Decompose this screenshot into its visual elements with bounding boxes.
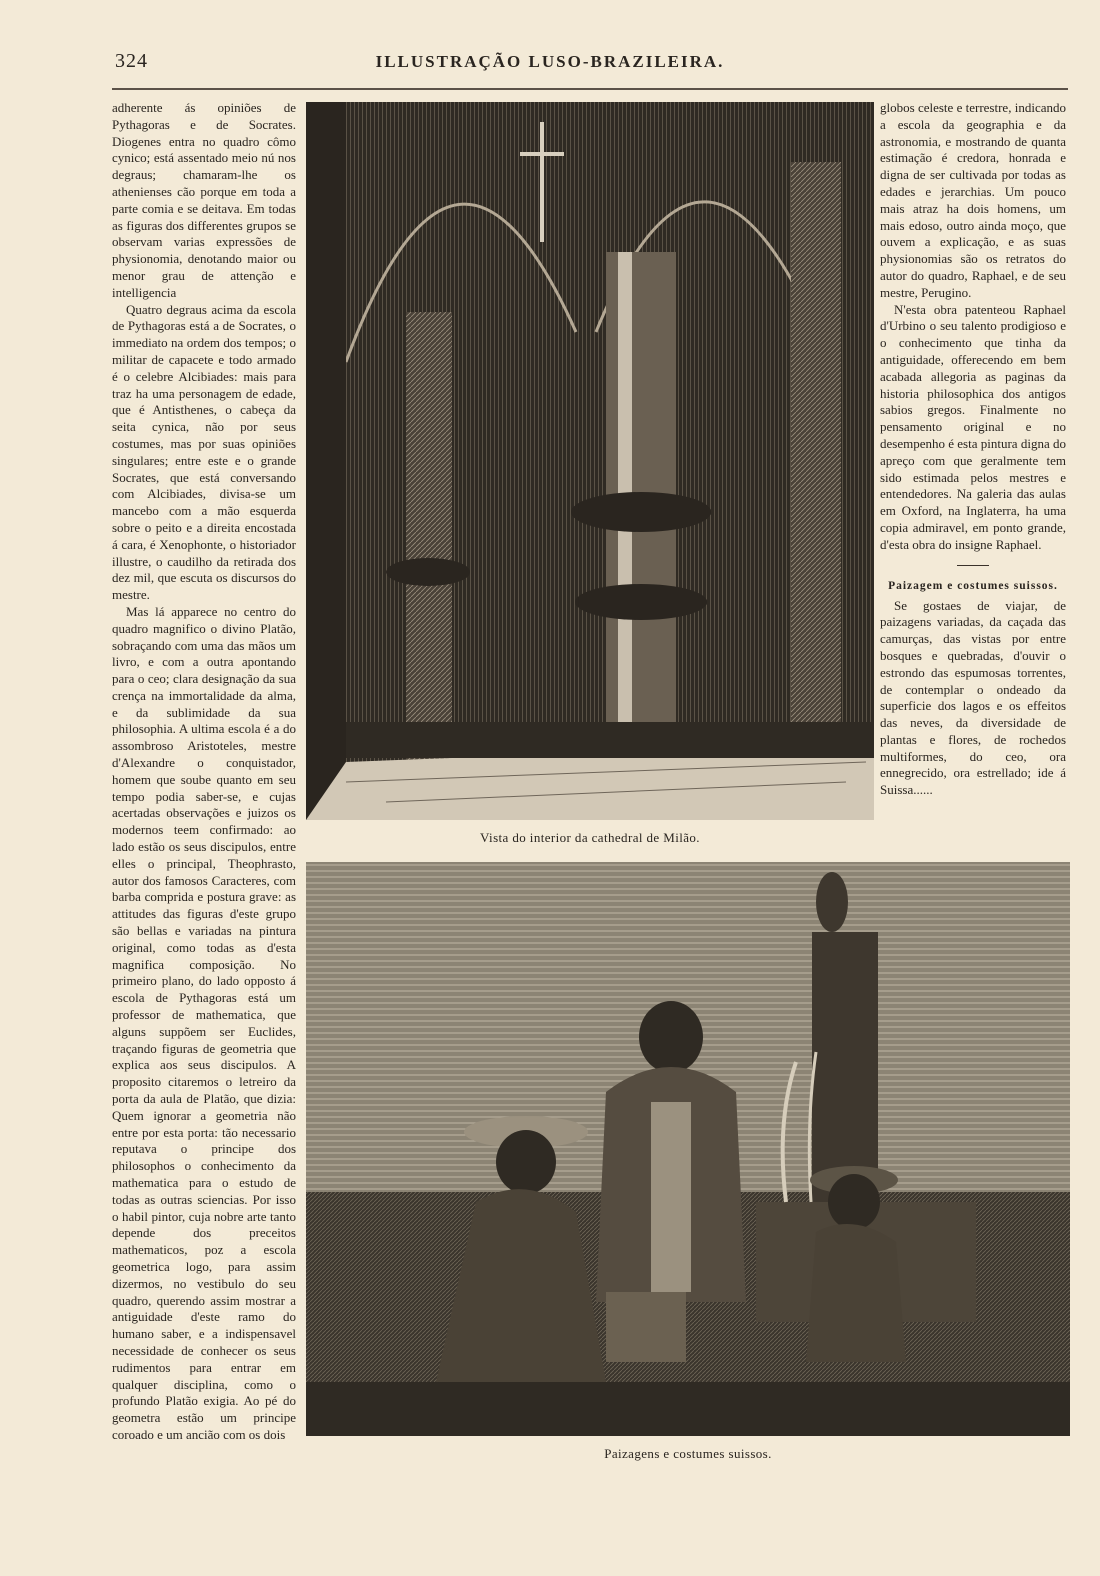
cathedral-caption: Vista do interior da cathedral de Milão. — [480, 830, 700, 845]
swiss-landscape-engraving — [306, 862, 1070, 1436]
right-paragraph-2: N'esta obra patenteou Raphael d'Urbino o seu talento prodigioso e o conhecimento que tinha da antiguidade, offerecendo em bem acabada allegoria as paginas da historia philosophica dos antigos sabios gregos. Finalmente no pensamento original e no desempenho é esta pintura digna do apreço com que geralmente tem sido estimada pelos mestres e entendedores. Na galeria das aulas em Oxford, na Inglaterra, ha uma copia admiravel, em ponto grande, d'esta obra do insigne Raphael. — [880, 301, 1066, 552]
left-column — [112, 100, 296, 1444]
section-separator — [957, 565, 989, 566]
article-text: Se gostaes de viajar, de paizagens variadas, da caçada das camurças, das vistas por entre bosques e quebradas, d'ouvir o estrondo das espumosas torrentes, de contemplar o ondeado da superficie dos lagos e os effeitos das neves, da diversidade de plantas e flores, de rochedos multiformes, do ceo, ora ennegrecido, ora estrellado; ide á Suissa...... — [880, 597, 1066, 798]
page-title: ILLUSTRAÇÃO LUSO-BRAZILEIRA. — [375, 52, 725, 71]
page-number: 324 — [115, 50, 148, 72]
header-rule — [112, 88, 1068, 90]
right-column — [880, 100, 1066, 799]
landscape-caption: Paizagens e costumes suissos. — [604, 1446, 772, 1461]
left-paragraph-3: Mas lá apparece no centro do quadro magnifico o divino Platão, sobraçando com uma das mãos um livro, e com a outra apontando para o ceo; clara designação da sua crença na immortalidade da alma, e da sublimidade da sua philosophia. A ultima escola é a do assombroso Aristoteles, mestre d'Alexandre o conquistador, homem que soube quanto em seu tempo podia saber-se, e cujas acertadas observações e juizos os modernos teem confirmado: ao lado estão os seus discipulos, entre elles o principal, Theophrasto, autor dos famosos Caracteres, com barba comprida e postura grave: as attitudes das figuras d'este grupo são bellas e variadas na pintura original, como todas as d'esta magnifica composição. No primeiro plano, do lado opposto á escola de Pythagoras está um professor de mathematica, que alguns suppõem ser Euclides, traçando figuras de geometria que explica aos seus discipulos. A proposito citaremos o letreiro da porta da aula de Platão, que dizia: Quem ignorar a geometria não entre por esta porta: tão necessario reputava o principe dos philosophos o conhecimento da mathematica para o estudo de todas as outras sciencias. Por isso o habil pintor, cuja nobre arte tanto depende dos preceitos mathematicos, poz a escola geometrica logo, para assim dizermos, no vestibulo do seu quadro, querendo assim mostrar a antiguidade d'este ramo do humano saber, e a indispensavel necessidade de conhecer os seus rudimentos para entrar em qualquer disciplina, como o profundo Platão exigia. Ao pé do geometra estão um principe coroado e um ancião com os dois — [112, 603, 296, 1442]
left-paragraph-2: Quatro degraus acima da escola de Pythagoras está a de Socrates, o immediato na ordem dos tempos; o militar de capacete e todo armado é o celebre Alcibiades: mais para traz ha uma personagem de edade, que é Antisthenes, o cabeça da seita cynica, não por seus costumes, mas por suas opiniões singulares; entre este e o grande Socrates, que está conversando com Alcibiades, divisa-se um mancebo com a mão esquerda sobre o peito e a direita encostada á cara, é Xenophonte, o historiador illustre, o caudilho da retirada dos dez mil, que escuta os discursos do mestre. — [112, 301, 296, 603]
article-title: Paizagem e costumes suissos. — [888, 579, 1058, 592]
cathedral-engraving — [306, 102, 874, 820]
left-paragraph-1: adherente ás opiniões de Pythagoras e de Socrates. Diogenes entra no quadro cômo cynico; está assentado meio nú nos degraus; chamaram-lhe os athenienses cão porque em toda a parte comia e se deitava. Em todas as figuras dos differentes grupos se observam varias expressões de physionomia, denotando maior ou menor grau de attenção e intelligencia — [112, 100, 296, 300]
right-paragraph-1: globos celeste e terrestre, indicando a escola da geographia e da astronomia, e mostrando de quanta estimação é credora, honrada e digna de ser cultivada por todas as edades e jerarchias. Um pouco mais atraz ha dois homens, um mais edoso, outro ainda moço, que ouvem a explicação, e as suas physionomias são os retratos do autor do quadro, Raphael, e de seu mestre, Perugino. — [880, 100, 1066, 300]
